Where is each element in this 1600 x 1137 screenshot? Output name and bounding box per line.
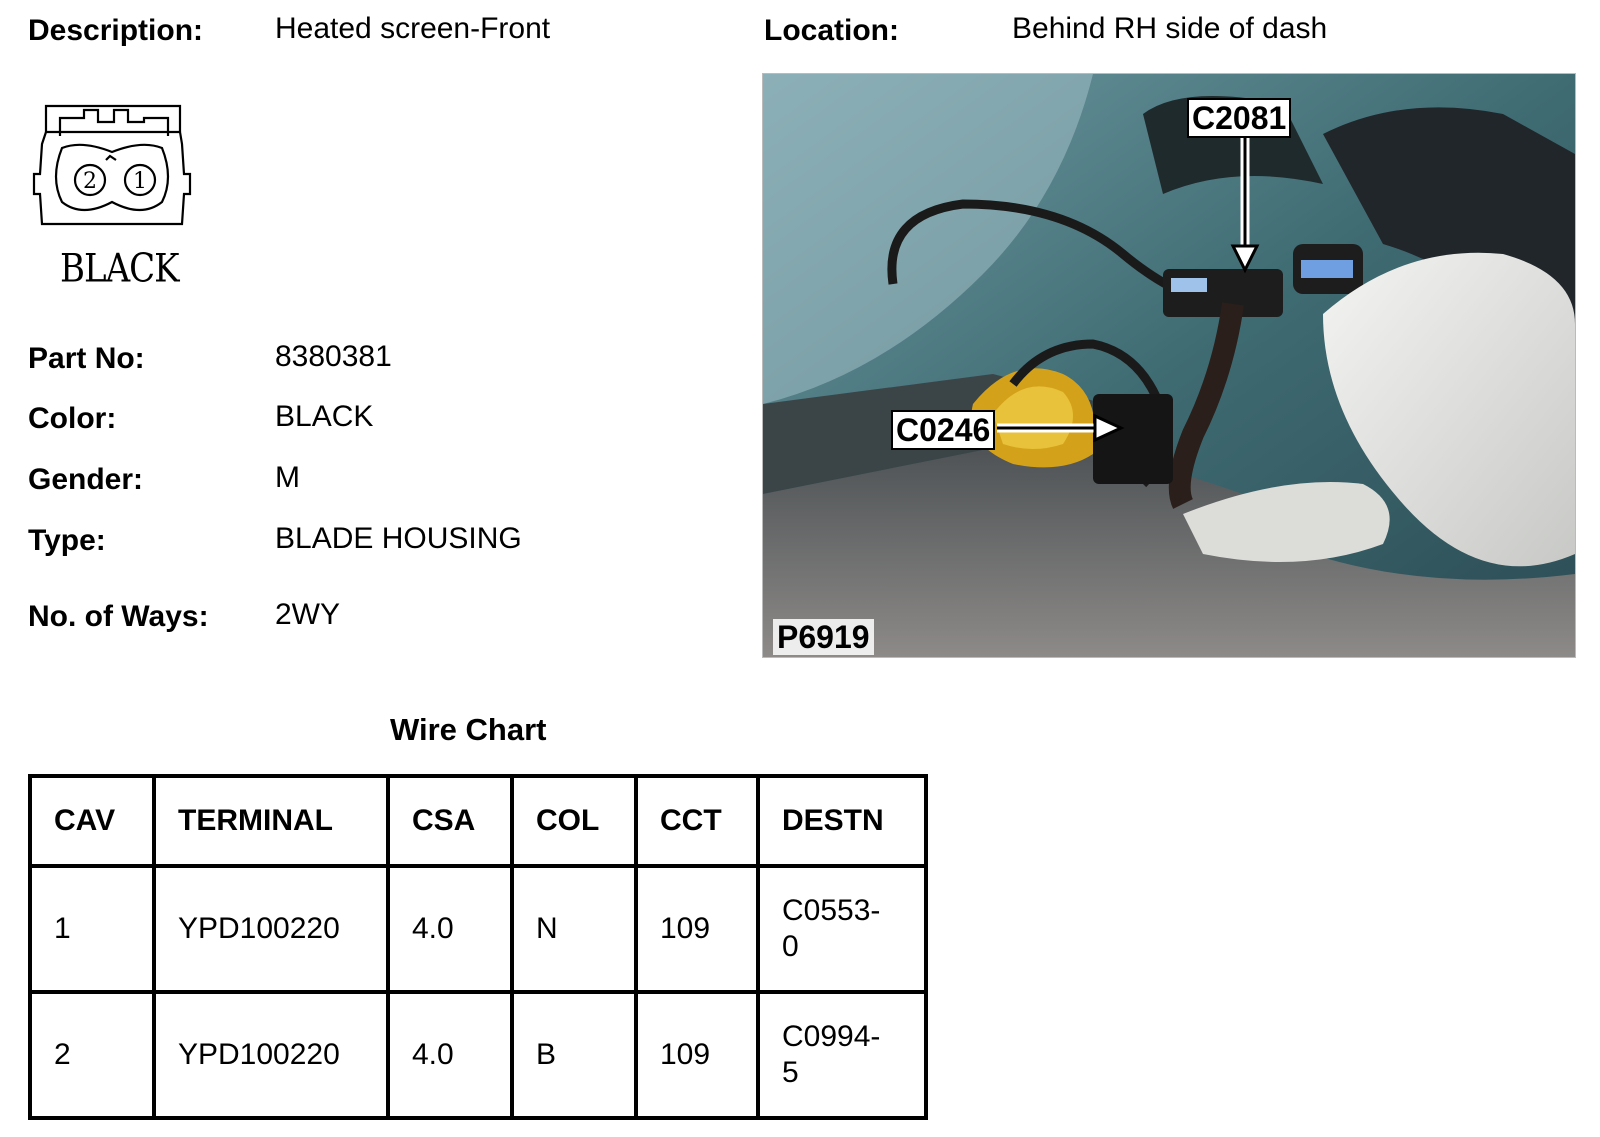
column-header-col: COL (512, 776, 636, 866)
cct-cell: 109 (636, 866, 758, 992)
cct-cell: 109 (636, 992, 758, 1118)
location-photo (762, 73, 1576, 658)
type-label: Type: (28, 524, 106, 557)
gender-label: Gender: (28, 463, 144, 496)
col-cell: N (512, 866, 636, 992)
callout-c0246: C0246 (891, 410, 995, 450)
destn-cell: C0994- 5 (758, 992, 926, 1118)
terminal-cell: YPD100220 (154, 992, 388, 1118)
callout-c2081: C2081 (1187, 98, 1291, 138)
wire-chart-title: Wire Chart (390, 712, 547, 747)
no-of-ways-label: No. of Ways: (28, 600, 209, 633)
table-row (30, 866, 926, 992)
pin-1-label: 1 (133, 169, 147, 194)
color-label: Color: (28, 402, 117, 435)
gender-value: M (275, 461, 300, 494)
connector-color-caption: BLACK (60, 246, 179, 292)
destn-cell: C0553- 0 (758, 866, 926, 992)
no-of-ways-value: 2WY (275, 598, 341, 631)
column-header-cct: CCT (636, 776, 758, 866)
column-header-cav: CAV (30, 776, 154, 866)
cav-cell: 1 (30, 866, 154, 992)
location-label: Location: (764, 14, 899, 47)
wire-chart-table (28, 774, 928, 1120)
column-header-terminal: TERMINAL (154, 776, 388, 866)
csa-cell: 4.0 (388, 866, 512, 992)
color-value: BLACK (275, 400, 374, 433)
cav-cell: 2 (30, 992, 154, 1118)
part-no-label: Part No: (28, 342, 145, 375)
table-row (30, 992, 926, 1118)
table-header-row (30, 776, 926, 866)
column-header-destn: DESTN (758, 776, 926, 866)
part-no-value: 8380381 (275, 340, 392, 373)
description-label: Description: (28, 14, 204, 47)
pin-2-label: 2 (83, 169, 97, 194)
terminal-cell: YPD100220 (154, 866, 388, 992)
type-value: BLADE HOUSING (275, 522, 522, 555)
description-value: Heated screen-Front (275, 12, 551, 45)
photo-id: P6919 (773, 619, 874, 655)
callout-arrows (763, 74, 1575, 657)
column-header-csa: CSA (388, 776, 512, 866)
col-cell: B (512, 992, 636, 1118)
csa-cell: 4.0 (388, 992, 512, 1118)
location-value: Behind RH side of dash (1012, 12, 1328, 45)
